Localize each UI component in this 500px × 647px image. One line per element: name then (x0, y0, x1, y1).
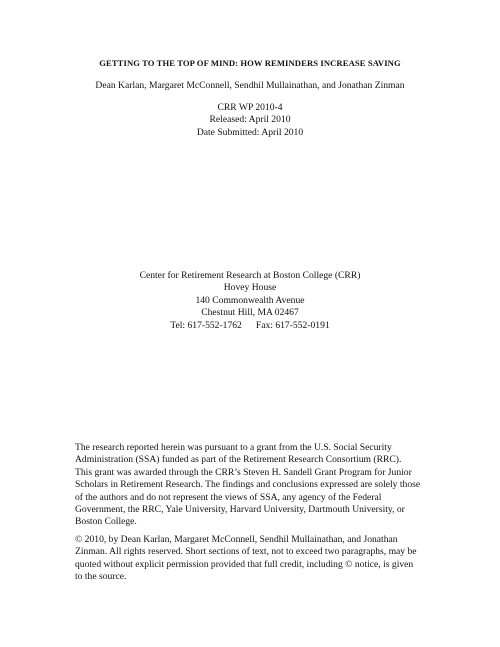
copyright-notice (75, 534, 435, 584)
funding-line: Scholars in Retirement Research. The findings and conclusions expressed are solely those (75, 479, 421, 491)
paper-meta (0, 102, 500, 139)
funding-disclaimer (75, 442, 435, 529)
funding-line: Administration (SSA) funded as part of the Retirement Research Consortium (RRC). (75, 454, 402, 466)
fax-number: Fax: 617-552-0191 (255, 319, 330, 331)
contact-line (0, 320, 500, 332)
funding-line: Government, the RRC, Yale University, Harvard University, Dartmouth University, or (75, 504, 405, 516)
author-list: Dean Karlan, Margaret McConnell, Sendhil Mullainathan, and Jonathan Zinman (95, 80, 405, 91)
street-address: 140 Commonwealth Avenue (195, 294, 305, 306)
center-name: Center for Retirement Research at Boston College (CRR) (139, 270, 361, 281)
funding-line: Boston College. (75, 516, 137, 528)
city-state-zip: Chestnut Hill, MA 02467 (201, 307, 299, 319)
copyright-line: to the source. (75, 571, 127, 583)
funding-line: of the authors and do not represent the views of SSA, any agency of the Federal (75, 491, 382, 503)
institution-address (0, 270, 500, 332)
release-date: Released: April 2010 (209, 114, 291, 126)
telephone-number: Tel: 617-552-1762 (170, 319, 242, 331)
submission-date: Date Submitted: April 2010 (196, 126, 304, 138)
working-paper-number: CRR WP 2010-4 (217, 102, 283, 113)
copyright-line: quoted without explicit permission provided that full credit, including © notice, is given (75, 558, 414, 570)
building-name: Hovey House (223, 282, 277, 294)
copyright-line: © 2010, by Dean Karlan, Margaret McConnell, Sendhil Mullainathan, and Jonathan (75, 534, 398, 545)
copyright-line: Zinman. All rights reserved. Short sections of text, not to exceed two paragraphs, may be (75, 546, 417, 558)
funding-line: This grant was awarded through the CRR’s Steven H. Sandell Grant Program for Junior (75, 466, 412, 478)
paper-title: GETTING TO THE TOP OF MIND: HOW REMINDERS INCREASE SAVING (99, 58, 401, 68)
funding-line: The research reported herein was pursuant to a grant from the U.S. Social Security (75, 442, 392, 453)
